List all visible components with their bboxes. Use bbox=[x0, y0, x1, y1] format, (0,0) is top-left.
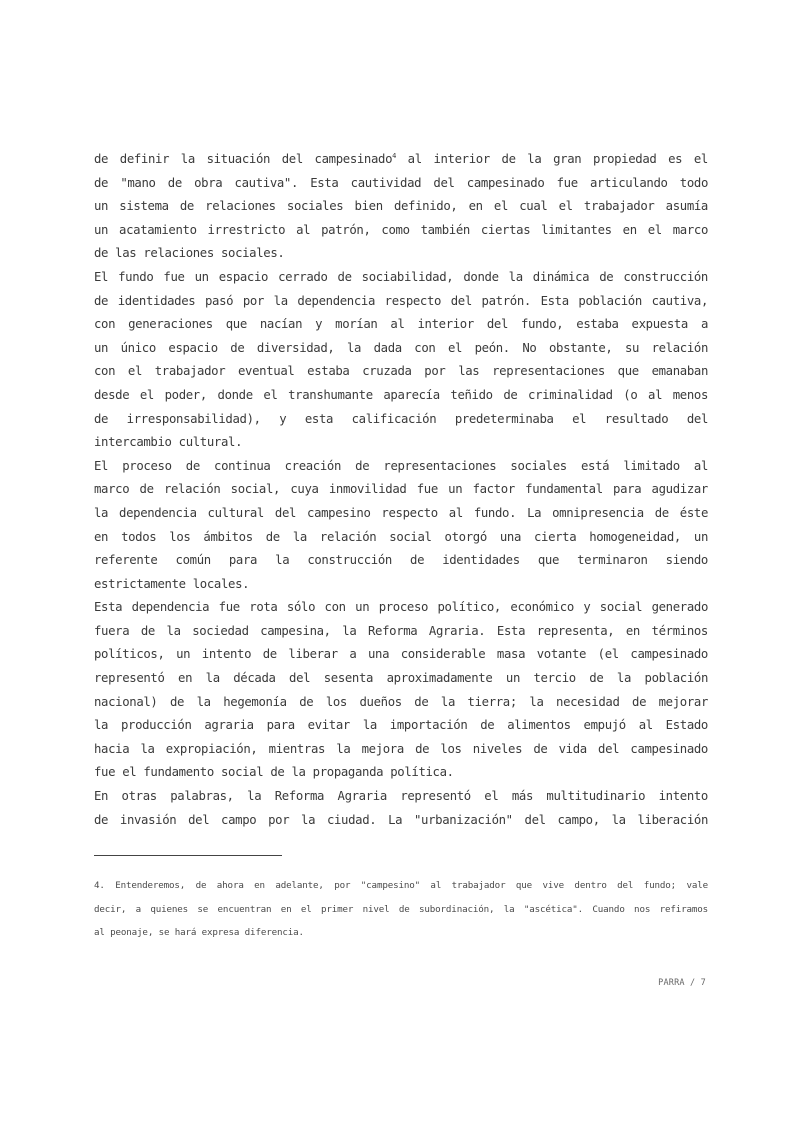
text-line: de invasión del campo por la ciudad. La "urbanización" del campo, la liberación bbox=[94, 812, 708, 827]
footnote-line: 4. Entenderemos, de ahora en adelante, por "campesino" al trabajador que vive dentro del fundo; vale bbox=[94, 880, 708, 891]
footnote-line: decir, a quienes se encuentran en el primer nivel de subordinación, la "ascética". Cuando nos refiramos bbox=[94, 903, 708, 915]
footnote bbox=[94, 874, 708, 945]
footnote-ref[interactable]: 4 bbox=[392, 151, 397, 160]
text-line: de irresponsabilidad), y esta calificación predeterminaba el resultado del bbox=[94, 411, 708, 426]
text-line: la dependencia cultural del campesino respecto al fundo. La omnipresencia de éste bbox=[94, 505, 708, 520]
footnote-divider bbox=[94, 855, 282, 856]
text-line: desde el poder, donde el transhumante aparecía teñido de criminalidad (o al menos bbox=[94, 387, 708, 402]
footnote-line: al peonaje, se hará expresa diferencia. bbox=[94, 927, 304, 939]
text-line: nacional) de la hegemonía de los dueños de la tierra; la necesidad de mejorar bbox=[94, 694, 708, 709]
text-line: fue el fundamento social de la propaganda política. bbox=[94, 765, 454, 780]
text-line: estrictamente locales. bbox=[94, 576, 250, 591]
text-line: marco de relación social, cuya inmovilidad fue un factor fundamental para agudizar bbox=[94, 482, 708, 497]
text-line: de las relaciones sociales. bbox=[94, 246, 285, 261]
text-line: intercambio cultural. bbox=[94, 435, 243, 450]
text-line: En otras palabras, la Reforma Agraria representó el más multitudinario intento bbox=[94, 789, 708, 804]
text-line: hacia la expropiación, mientras la mejora de los niveles de vida del campesinado bbox=[94, 741, 708, 756]
text-line: representó en la década del sesenta aproximadamente un tercio de la población bbox=[94, 671, 708, 686]
text-line: Esta dependencia fue rota sólo con un proceso político, económico y social generado bbox=[94, 600, 708, 615]
text-line: un sistema de relaciones sociales bien definido, en el cual el trabajador asumía bbox=[94, 199, 708, 214]
text-line: referente común para la construcción de identidades que terminaron siendo bbox=[94, 553, 708, 568]
text-line: en todos los ámbitos de la relación social otorgó una cierta homogeneidad, un bbox=[94, 529, 708, 544]
text-line: un único espacio de diversidad, la dada con el peón. No obstante, su relación bbox=[94, 340, 708, 355]
text-line bbox=[94, 148, 708, 172]
text-line: políticos, un intento de liberar a una considerable masa votante (el campesinado bbox=[94, 647, 708, 662]
text-line: fuera de la sociedad campesina, la Reforma Agraria. Esta representa, en términos bbox=[94, 623, 708, 638]
text-line: con generaciones que nacían y morían al interior del fundo, estaba expuesta a bbox=[94, 317, 708, 332]
text-line: de identidades pasó por la dependencia respecto del patrón. Esta población cautiva, bbox=[94, 293, 708, 308]
body-text bbox=[94, 148, 708, 832]
text-line: de "mano de obra cautiva". Esta cautividad del campesinado fue articulando todo bbox=[94, 175, 708, 190]
text-line: El proceso de continua creación de representaciones sociales está limitado al bbox=[94, 458, 708, 473]
text-line: con el trabajador eventual estaba cruzada por las representaciones que emanaban bbox=[94, 364, 708, 379]
text-line: El fundo fue un espacio cerrado de sociabilidad, donde la dinámica de construcción bbox=[94, 269, 708, 284]
text-line: un acatamiento irrestricto al patrón, como también ciertas limitantes en el marco bbox=[94, 222, 708, 237]
text-line: la producción agraria para evitar la importación de alimentos empujó al Estado bbox=[94, 718, 708, 733]
text-line-part: al interior de la gran propiedad es el bbox=[396, 152, 708, 166]
page-number: PARRA / 7 bbox=[658, 978, 706, 988]
text-line-part: de definir la situación del campesinado bbox=[94, 152, 393, 166]
